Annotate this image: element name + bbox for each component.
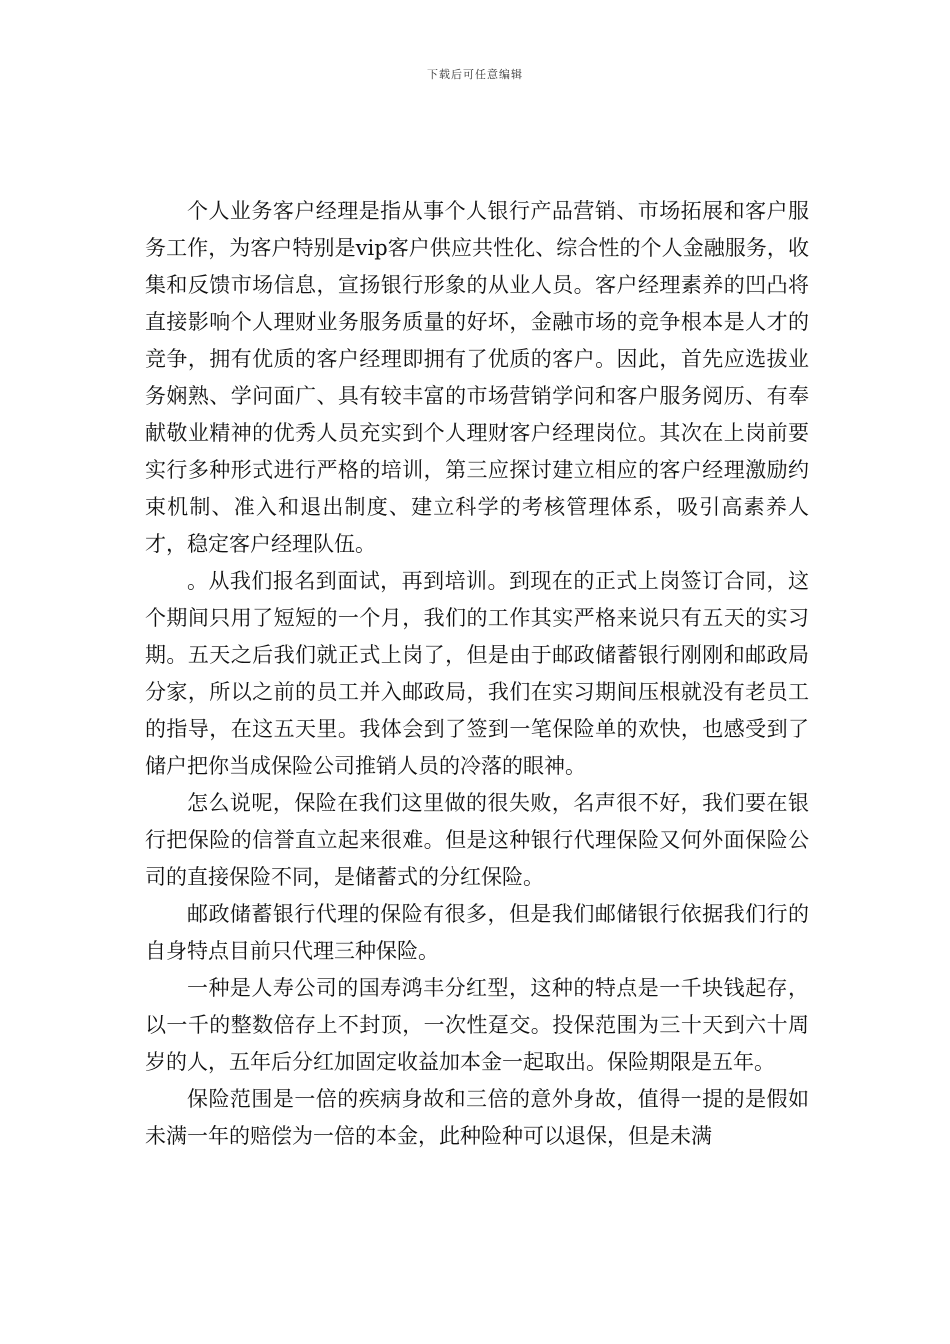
paragraph-5: 一种是人寿公司的国寿鸿丰分红型，这种的特点是一千块钱起存，以一千的整数倍存上不封顶，一次性趸交。投保范围为三十天到六十周岁的人，五年后分红加固定收益加本金一起取出。保险期限是五年。 — [145, 976, 809, 1074]
paragraph-6: 保险范围是一倍的疾病身故和三倍的意外身故，值得一提的是假如未满一年的赔偿为一倍的本金，此种险种可以退保，但是未满 — [145, 1087, 809, 1148]
paragraph-1: 个人业务客户经理是指从事个人银行产品营销、市场拓展和客户服务工作，为客户特别是vip客户供应共性化、综合性的个人金融服务，收集和反馈市场信息，宣扬银行形象的从业人员。客户经理素养的凹凸将直接影响个人理财业务服务质量的好坏，金融市场的竞争根本是人才的竞争，拥有优质的客户经理即拥有了优质的客户。因此，首先应选拔业务娴熟、学问面广、具有较丰富的市场营销学问和客户服务阅历、有奉献敬业精神的优秀人员充实到个人理财客户经理岗位。其次在上岗前要实行多种形式进行严格的培训，第三应探讨建立相应的客户经理激励约束机制、准入和退出制度、建立科学的考核管理体系，吸引高素养人才，稳定客户经理队伍。 — [145, 199, 809, 556]
paragraph-3: 怎么说呢，保险在我们这里做的很失败，名声很不好，我们要在银行把保险的信誉直立起来很难。但是这种银行代理保险又何外面保险公司的直接保险不同，是储蓄式的分红保险。 — [145, 791, 809, 889]
paragraph-4: 邮政储蓄银行代理的保险有很多，但是我们邮储银行依据我们行的自身特点目前只代理三种保险。 — [145, 902, 809, 963]
body-text — [145, 193, 809, 1155]
paragraph-2: 。从我们报名到面试，再到培训。到现在的正式上岗签订合同，这个期间只用了短短的一个月，我们的工作其实严格来说只有五天的实习期。五天之后我们就正式上岗了，但是由于邮政储蓄银行刚刚和邮政局分家，所以之前的员工并入邮政局，我们在实习期间压根就没有老员工的指导，在这五天里。我体会到了签到一笔保险单的欢快，也感受到了储户把你当成保险公司推销人员的冷落的眼神。 — [145, 569, 809, 778]
header-note: 下载后可任意编辑 — [427, 68, 523, 81]
